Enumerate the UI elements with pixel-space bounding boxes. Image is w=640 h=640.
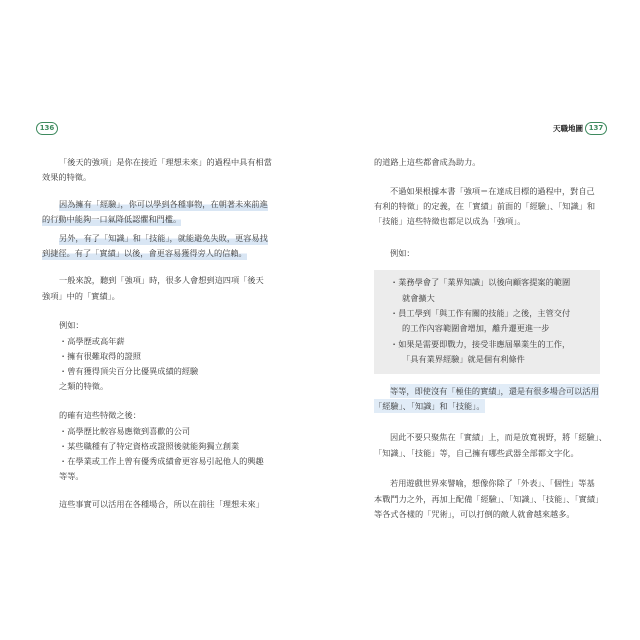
highlighted-line: 另外，有了「知識」和「技能」，就能避免失敗，更容易找 bbox=[59, 233, 268, 243]
list-item: ・業務學會了「業界知識」以後向顧客提案的範圍 bbox=[390, 277, 571, 287]
highlighted-line: 到捷徑。有了「實績」以後，會更容易獲得旁人的信賴。 bbox=[42, 248, 247, 258]
paragraph-line: 強項」中的「實績」。 bbox=[42, 291, 120, 301]
highlighted-line: 等等，即使沒有「極佳的實績」，還是有很多場合可以活用 bbox=[390, 386, 599, 396]
list-item: 的工作內容範圍會增加，離升遷更進一步 bbox=[402, 323, 550, 333]
highlighted-line: 「經驗」、「知識」和「技能」。 bbox=[374, 401, 485, 411]
list-item: ・擁有很難取得的證照 bbox=[59, 351, 141, 361]
paragraph-line: 「知識」、「技能」等，自己擁有哪些武器全部都文字化。 bbox=[374, 448, 579, 458]
highlighted-line: 因為擁有「經驗」，你可以學到各種事物，在朝著未來前進 bbox=[59, 199, 268, 209]
paragraph-line: 這些事實可以活用在各種場合，所以在前往「理想未來」 bbox=[59, 499, 264, 509]
paragraph-line: 不過如果根據本書「強項＝在達成目標的過程中，對自己 bbox=[390, 186, 595, 196]
paragraph-line: 一般來說，聽到「強項」時，很多人會想到這四項「後天 bbox=[59, 275, 264, 285]
left-page-number: 136 bbox=[36, 122, 58, 135]
paragraph-line: 效果的特徵。 bbox=[42, 172, 92, 182]
list-item: ・高學歷比較容易應徵到喜歡的公司 bbox=[59, 426, 191, 436]
list-item: ・曾有獲得頂尖百分比優異成績的經驗 bbox=[59, 366, 199, 376]
paragraph-line: 等等。 bbox=[59, 471, 84, 481]
right-page-number: 137 bbox=[585, 122, 607, 135]
list-item: ・員工學到「與工作有關的技能」之後，主管交付 bbox=[390, 308, 571, 318]
example-label: 例如： bbox=[59, 320, 84, 330]
list-item: 「具有業界經驗」就是個有利條件 bbox=[402, 354, 525, 364]
paragraph-line: 若用遊戲世界來譬喻，想像你除了「外表」、「個性」等基 bbox=[390, 478, 595, 488]
paragraph-line: 「後天的強項」是你在接近「理想未來」的過程中具有相當 bbox=[59, 157, 272, 167]
paragraph-line: 的確有這些特徵之後： bbox=[59, 410, 141, 420]
paragraph-line: 因此不要只聚焦在「實績」上，而是放寬視野，將「經驗」、 bbox=[390, 432, 607, 442]
example-label: 例如： bbox=[390, 248, 415, 258]
paragraph-line: 「技能」這些特徵也都足以成為「強項」。 bbox=[374, 216, 526, 226]
list-item: ・某些職種有了特定資格或證照後就能夠獨立創業 bbox=[59, 441, 240, 451]
running-title: 天職地圖 bbox=[553, 124, 583, 133]
list-item: ・如果是需要即戰力，接受非應屆畢業生的工作， bbox=[390, 339, 571, 349]
highlighted-line: 的行動中能夠一口氣降低認懼和門檻。 bbox=[42, 214, 182, 224]
list-item: ・高學歷或高年薪 bbox=[59, 336, 125, 346]
paragraph-line: 本戰鬥力之外，再加上配備「經驗」、「知識」、「技能」、「實績」 bbox=[374, 494, 604, 504]
paragraph-line: 的道路上這些都會成為助力。 bbox=[374, 157, 481, 167]
list-item: ・在學業或工作上曾有優秀成績會更容易引起他人的興趣 bbox=[59, 456, 264, 466]
paragraph-line: 之類的特徵。 bbox=[59, 381, 109, 391]
paragraph-line: 有利的特徵」的定義，在「實績」前面的「經驗」、「知識」和 bbox=[374, 201, 596, 211]
list-item: 就會擴大 bbox=[402, 293, 435, 303]
paragraph-line: 等各式各樣的「咒術」，可以打倒的敵人就會越來越多。 bbox=[374, 509, 575, 519]
